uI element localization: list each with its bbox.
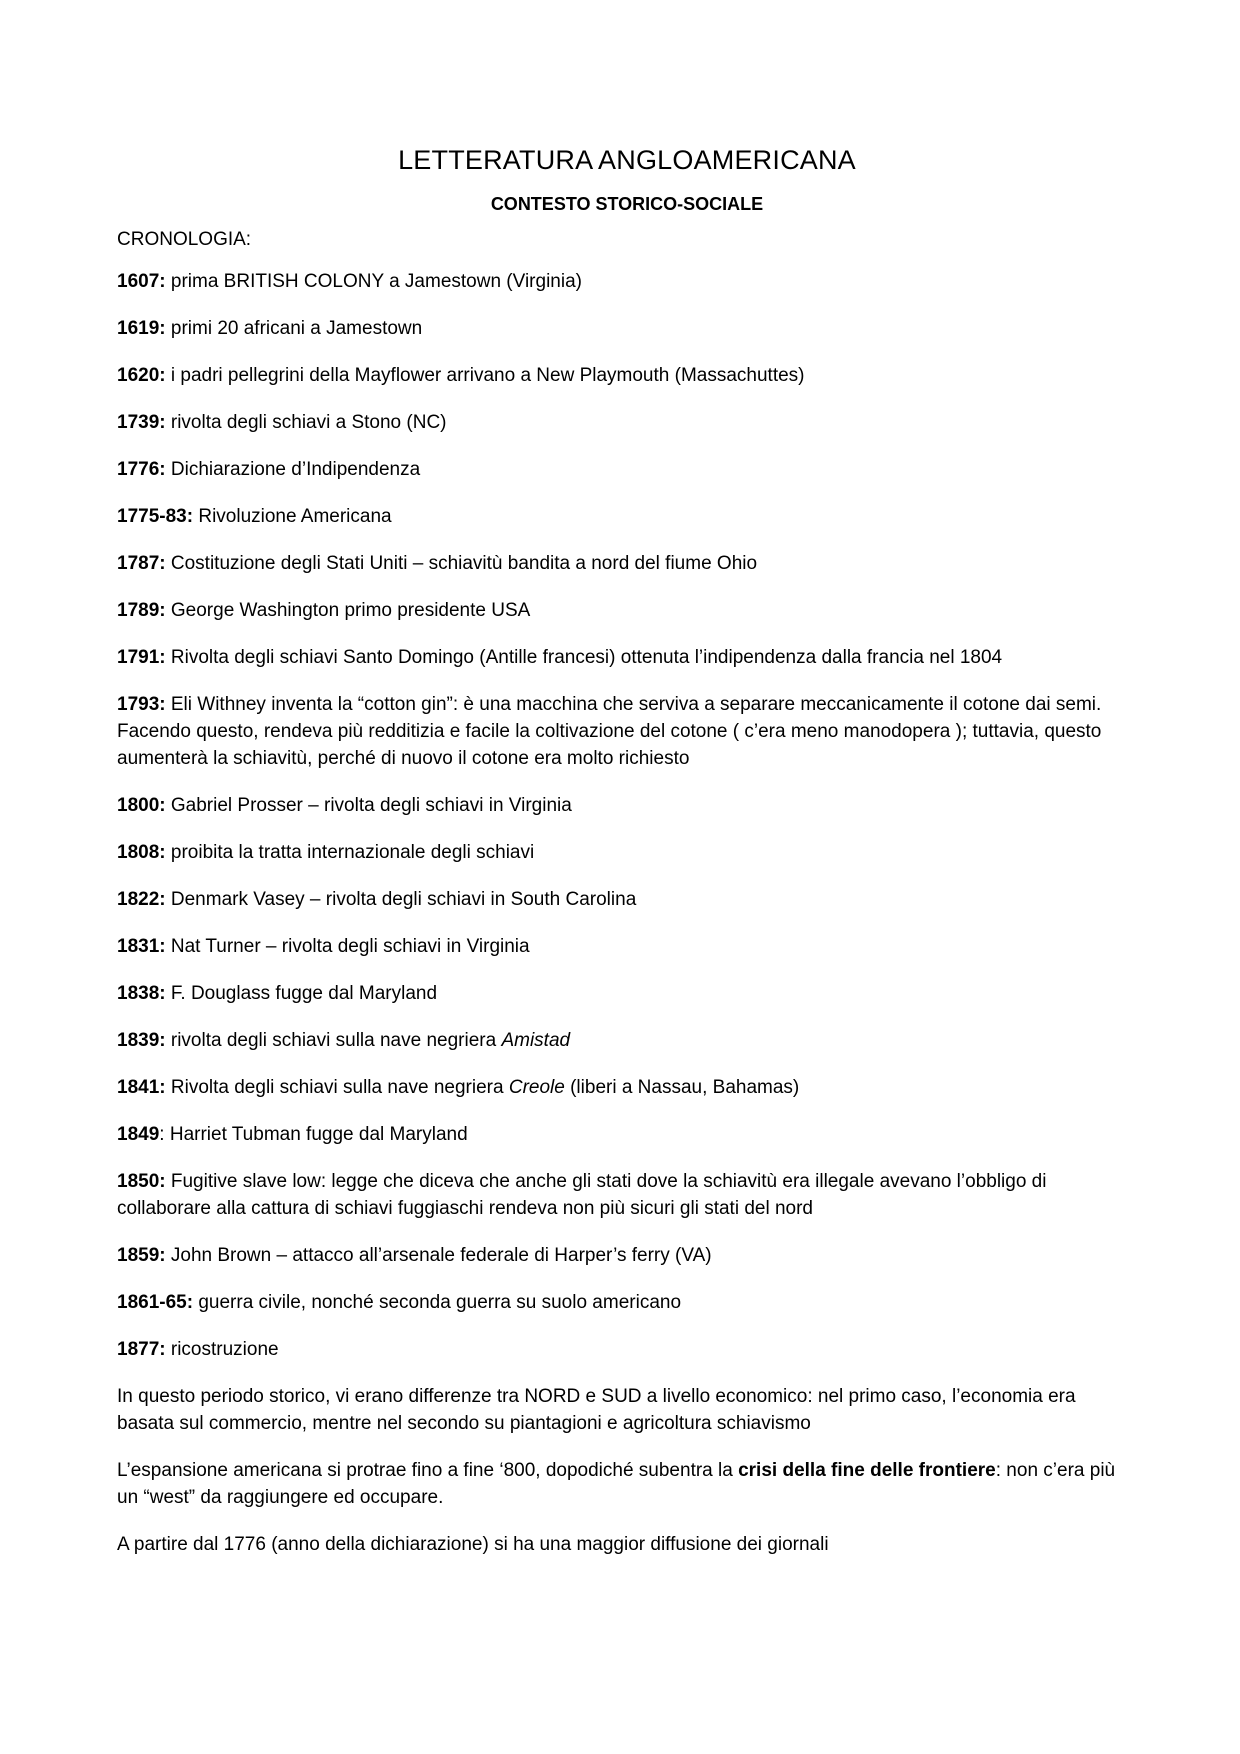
chronology-entry bbox=[117, 839, 1127, 866]
chronology-entry bbox=[117, 691, 1127, 772]
entry-year: 1789 bbox=[117, 600, 160, 621]
entry-separator: : bbox=[159, 936, 166, 957]
paragraph-text: A partire dal 1776 (anno della dichiarazione) si ha una maggior diffusione dei giornali bbox=[117, 1534, 829, 1555]
entry-separator: : bbox=[159, 842, 166, 863]
entry-separator: : bbox=[159, 983, 166, 1004]
entry-separator: : bbox=[159, 795, 166, 816]
entry-text-after: (liberi a Nassau, Bahamas) bbox=[564, 1077, 800, 1098]
chronology-entry bbox=[117, 886, 1127, 913]
entry-separator: : bbox=[159, 365, 166, 386]
entry-separator: : bbox=[159, 694, 166, 715]
entry-year: 1739 bbox=[117, 412, 160, 433]
chronology-entry bbox=[117, 1336, 1127, 1363]
entry-separator: : bbox=[159, 647, 166, 668]
entry-text: Nat Turner – rivolta degli schiavi in Virginia bbox=[165, 936, 530, 957]
entry-separator: : bbox=[159, 553, 166, 574]
chronology-entry bbox=[117, 550, 1127, 577]
entry-text: i padri pellegrini della Mayflower arrivano a New Playmouth (Massachuttes) bbox=[165, 365, 805, 386]
ship-name-italic: Creole bbox=[508, 1077, 565, 1098]
paragraph-text-after: : non c’era più un “west” da raggiungere ed occupare. bbox=[117, 1460, 1116, 1508]
entry-year: 1877 bbox=[117, 1339, 160, 1360]
entry-separator: : bbox=[159, 1171, 166, 1192]
chronology-list bbox=[117, 268, 1127, 1363]
chronology-entry bbox=[117, 597, 1127, 624]
document-title: LETTERATURA ANGLOAMERICANA bbox=[398, 145, 856, 175]
entry-text: Eli Withney inventa la “cotton gin”: è una macchina che serviva a separare meccanicamente il cotone dai semi. Facendo questo, rendeva più redditizia e facile la coltivazione del cotone ( c’era meno manodopera ); tuttavia, questo aumenterà la schiavitù, perché di nuovo il cotone era molto richiesto bbox=[117, 694, 1102, 769]
entry-text: guerra civile, nonché seconda guerra su suolo americano bbox=[193, 1292, 682, 1313]
entry-text: primi 20 africani a Jamestown bbox=[165, 318, 423, 339]
chronology-entry bbox=[117, 503, 1127, 530]
chronology-entry bbox=[117, 644, 1127, 671]
entry-separator: : bbox=[186, 506, 194, 527]
entry-year: 1619 bbox=[117, 318, 160, 339]
entry-separator: : bbox=[159, 600, 166, 621]
entry-year: 1841 bbox=[117, 1077, 160, 1098]
entry-text: rivolta degli schiavi sulla nave negriera bbox=[165, 1030, 502, 1051]
entry-text: Denmark Vasey – rivolta degli schiavi in South Carolina bbox=[165, 889, 637, 910]
entry-text: Costituzione degli Stati Uniti – schiavitù bandita a nord del fiume Ohio bbox=[165, 553, 758, 574]
entry-text: F. Douglass fugge dal Maryland bbox=[165, 983, 438, 1004]
chronology-entry bbox=[117, 409, 1127, 436]
entry-separator: : bbox=[159, 1077, 166, 1098]
entry-year: 1849 bbox=[117, 1124, 160, 1145]
chronology-entry bbox=[117, 268, 1127, 295]
chronology-entry bbox=[117, 456, 1127, 483]
entry-text: Fugitive slave low: legge che diceva che anche gli stati dove la schiavitù era illegale avevano l’obbligo di collaborare alla cattura di schiavi fuggiaschi rendeva non più sicuri gli stati del nord bbox=[117, 1171, 1047, 1219]
entry-year: 1839 bbox=[117, 1030, 160, 1051]
paragraph-espansione bbox=[117, 1457, 1127, 1511]
entry-separator: : bbox=[159, 271, 166, 292]
document-content bbox=[117, 140, 1127, 1558]
entry-separator: : bbox=[159, 889, 166, 910]
entry-year: 1850 bbox=[117, 1171, 160, 1192]
paragraph-text: L’espansione americana si protrae fino a fine ‘800, dopodiché subentra la bbox=[117, 1460, 739, 1481]
entry-separator: : bbox=[186, 1292, 194, 1313]
entry-year: 1838 bbox=[117, 983, 160, 1004]
chronology-entry bbox=[117, 1121, 1127, 1148]
entry-text: proibita la tratta internazionale degli schiavi bbox=[165, 842, 535, 863]
entry-separator: : bbox=[159, 1124, 165, 1145]
paragraph-nord-sud bbox=[117, 1383, 1127, 1437]
entry-separator: : bbox=[159, 412, 166, 433]
entry-year: 1808 bbox=[117, 842, 160, 863]
entry-year: 1793 bbox=[117, 694, 160, 715]
entry-separator: : bbox=[159, 318, 166, 339]
entry-year: 1800 bbox=[117, 795, 160, 816]
chronology-entry bbox=[117, 315, 1127, 342]
entry-year: 1620 bbox=[117, 365, 160, 386]
chronology-entry bbox=[117, 1289, 1127, 1316]
entry-text: Gabriel Prosser – rivolta degli schiavi in Virginia bbox=[165, 795, 572, 816]
entry-year: 1791 bbox=[117, 647, 160, 668]
entry-text: Rivolta degli schiavi Santo Domingo (Antille francesi) ottenuta l’indipendenza dalla francia nel 1804 bbox=[165, 647, 1003, 668]
chronology-entry bbox=[117, 1074, 1127, 1101]
entry-text: Rivolta degli schiavi sulla nave negriera bbox=[165, 1077, 509, 1098]
entry-text: Harriet Tubman fugge dal Maryland bbox=[164, 1124, 468, 1145]
entry-year: 1607 bbox=[117, 271, 160, 292]
entry-separator: : bbox=[159, 1245, 166, 1266]
entry-separator: : bbox=[159, 459, 166, 480]
entry-text: John Brown – attacco all’arsenale federale di Harper’s ferry (VA) bbox=[165, 1245, 712, 1266]
paragraph-giornali bbox=[117, 1531, 1127, 1558]
entry-year: 1775-83 bbox=[117, 506, 187, 527]
entry-year: 1776 bbox=[117, 459, 160, 480]
entry-separator: : bbox=[159, 1339, 166, 1360]
entry-text: George Washington primo presidente USA bbox=[165, 600, 531, 621]
paragraph-text: In questo periodo storico, vi erano differenze tra NORD e SUD a livello economico: nel primo caso, l’economia era basata sul commercio, mentre nel secondo su piantagioni e agricoltura schiavismo bbox=[117, 1386, 1076, 1434]
entry-separator: : bbox=[159, 1030, 166, 1051]
entry-year: 1831 bbox=[117, 936, 160, 957]
chronology-entry bbox=[117, 1168, 1127, 1222]
entry-year: 1861-65 bbox=[117, 1292, 187, 1313]
entry-year: 1822 bbox=[117, 889, 160, 910]
ship-name-italic: Amistad bbox=[501, 1030, 571, 1051]
chronology-entry bbox=[117, 1242, 1127, 1269]
chronology-entry bbox=[117, 362, 1127, 389]
chronology-entry bbox=[117, 980, 1127, 1007]
entry-text: ricostruzione bbox=[165, 1339, 279, 1360]
chronology-entry bbox=[117, 933, 1127, 960]
paragraph-bold-phrase: crisi della fine delle frontiere bbox=[738, 1460, 996, 1481]
entry-text: Rivoluzione Americana bbox=[193, 506, 392, 527]
entry-text: rivolta degli schiavi a Stono (NC) bbox=[165, 412, 447, 433]
section-label-cronologia: CRONOLOGIA: bbox=[117, 229, 252, 250]
document-subtitle: CONTESTO STORICO-SOCIALE bbox=[490, 194, 764, 214]
entry-text: Dichiarazione d’Indipendenza bbox=[165, 459, 421, 480]
chronology-entry bbox=[117, 792, 1127, 819]
entry-text: prima BRITISH COLONY a Jamestown (Virginia) bbox=[165, 271, 582, 292]
chronology-entry bbox=[117, 1027, 1127, 1054]
entry-year: 1787 bbox=[117, 553, 160, 574]
entry-year: 1859 bbox=[117, 1245, 160, 1266]
